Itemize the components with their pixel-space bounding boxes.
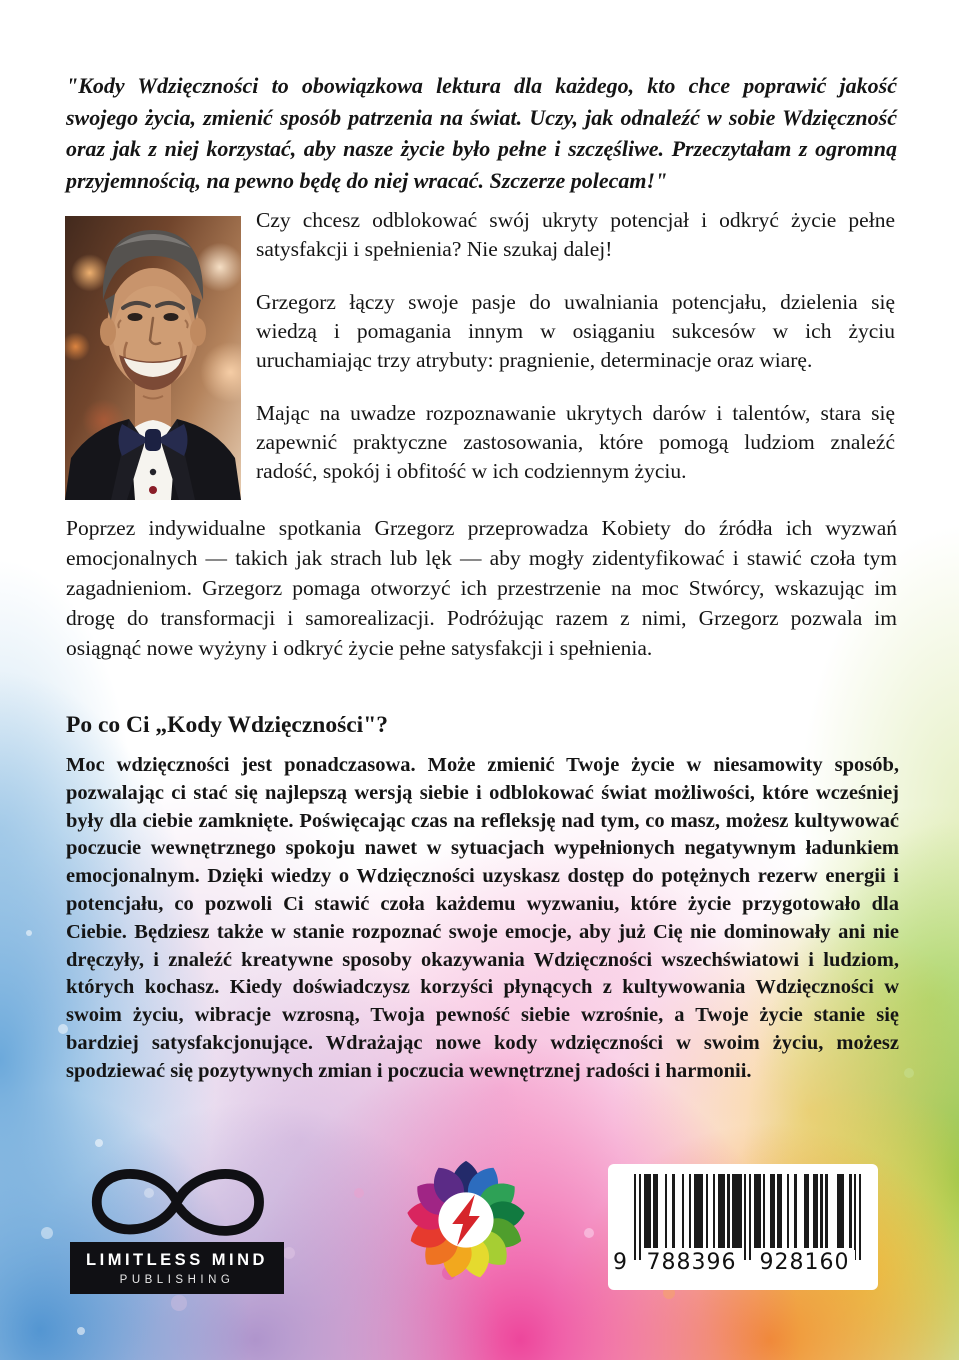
barcode-group-2: 928160: [754, 1250, 855, 1275]
gratitude-codes-logo: [402, 1156, 530, 1284]
bio-paragraph-1: Czy chcesz odblokować swój ukryty potencjał i odkryć życie pełne satysfakcji i spełnienia? Nie szukaj dalej!: [256, 208, 895, 261]
barcode-lead-digit: 9: [613, 1250, 627, 1275]
section-heading: Po co Ci „Kody Wdzięczności"?: [66, 712, 389, 738]
barcode-bars: [634, 1174, 861, 1262]
infinity-icon: [70, 1152, 284, 1252]
publisher-logo: [70, 1152, 284, 1294]
bio-paragraph-2: Grzegorz łączy swoje pasje do uwalniania potencjału, dzielenia się wiedzą i pomagania innym w osiąganiu sukcesów w ich życiu uruchamiając trzy atrybuty: pragnienie, determinacje oraz wiarę.: [256, 290, 895, 372]
bio-paragraph-3: Mając na uwadze rozpoznawanie ukrytych darów i talentów, stara się zapewnić praktyczne zastosowania, które pomogą ludziom znaleźć radość, spokój i obfitość w ich codziennym życiu.: [256, 401, 895, 483]
watercolor-speckles: [26, 930, 32, 936]
publisher-subtitle: PUBLISHING: [119, 1274, 235, 1286]
author-portrait-illustration: [65, 216, 241, 500]
section-body: Moc wdzięczności jest ponadczasowa. Może zmienić Twoje życie w niesamowity sposób, pozwalając ci stać się najlepszą wersją siebie i odblokować świat możliwości, które wcześniej były dla ciebie zamknięte. Poświęcając czas na refleksję nad tym, co masz, możesz kultywować poczucie wewnętrznego spokoju nawet w sytuacjach wypełnionych negatywnym ładunkiem emocjonalnym. Dzięki wiedzy o Wdzięczności uzyskasz dostęp do potężnych rezerw energii i potencjału, co pozwoli Ci stawić czoła każdemu wyzwaniu, które życie przygotowało dla Ciebie. Będziesz także w stanie rozpoznać swoje emocje, aby już Cię nie dominowały ani nie dręczyły, i znaleźć kreatywne sposoby okazywania Wdzięczności wszechświatowi i ludziom, których kochasz. Kiedy doświadczysz korzyści płynących z kultywowania Wdzięczności w swoim życiu, wibracje wzrosną, Twoja pewność siebie wzrośnie, a Twoje życie stanie się bardziej satysfakcjonujące. Wdrażając nowe kody wdzięczności w swoim życiu, możesz spodziewać się pozytywnych zmian i poczucia wewnętrznej radości i harmonii.: [66, 754, 899, 1082]
petal-ring-icon: [402, 1156, 530, 1284]
author-bio: [256, 206, 895, 510]
barcode-number: [608, 1250, 878, 1282]
barcode-group-1: 788396: [641, 1250, 742, 1275]
testimonial-quote: "Kody Wdzięczności to obowiązkowa lektura dla każdego, kto chce poprawić jakość swojego życia, zmienić sposób patrzenia na świat. Uczy, jak odnaleźć w sobie Wdzięczność oraz jak z niej korzystać, aby nasze życie było pełne i szczęśliwe. Przeczytałam z ogromną przyjemnością, na pewno będę do niej wracać. Szczerze polecam!": [66, 73, 897, 193]
bio-paragraph-4: Poprzez indywidualne spotkania Grzegorz przeprowadza Kobiety do źródła ich wyzwań emocjonalnych — takich jak strach lub lęk — aby mogły zidentyfikować i stawić czoła tym zagadnieniom. Grzegorz pomaga otworzyć ich przestrzenie na moc Stwórcy, wskazując im drogę do transformacji i samorealizacji. Podróżując razem z nimi, Grzegorz pozwala im osiągnąć nowe wyżyny i odkryć życie pełne satysfakcji i spełnienia.: [66, 516, 897, 660]
author-photo: [65, 216, 241, 500]
publisher-name: LIMITLESS MIND: [86, 1251, 268, 1269]
isbn-barcode: [608, 1164, 878, 1290]
publisher-name-box: [70, 1242, 284, 1294]
